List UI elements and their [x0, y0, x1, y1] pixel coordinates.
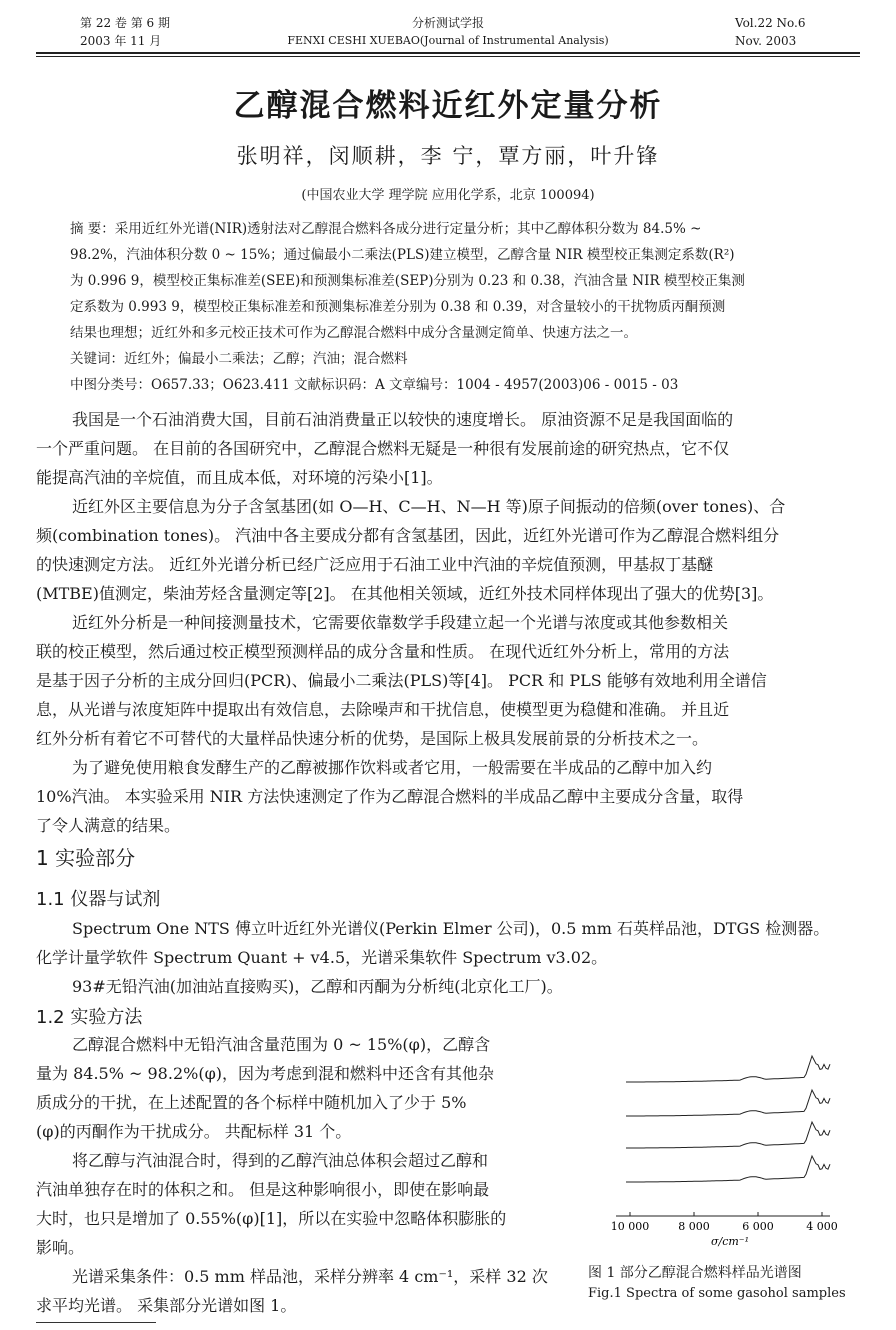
text-line: 红外分析有着它不可替代的大量样品快速分析的优势，是国际上极具发展前景的分析技术之一。 — [36, 729, 709, 748]
paper-authors: 张明祥，闵顺耕，李 宁，覃方丽，叶升锋 — [236, 144, 660, 168]
text-line: 一个严重问题。 在目前的各国研究中，乙醇混合燃料无疑是一种很有发展前途的研究热点，它不仅 — [36, 439, 730, 458]
figure-caption-en: Fig.1 Spectra of some gasohol samples — [588, 1286, 846, 1301]
text-line: 近红外分析是一种间接测量技术，它需要依靠数学手段建立起一个光谱与浓度或其他参数相关 — [72, 613, 729, 632]
x-axis-label: σ/cm⁻¹ — [710, 1235, 750, 1248]
text-line: 频(combination tones)。 汽油中各主要成分都有含氢基团，因此，近红外光谱可作为乙醇混合燃料组分 — [36, 526, 780, 545]
x-tick-label: 10 000 — [610, 1220, 650, 1233]
volume-issue-en: Vol.22 No.6 — [735, 16, 806, 30]
text-line: 化学计量学软件 Spectrum Quant + v4.5，光谱采集软件 Spectrum v3.02。 — [36, 948, 608, 967]
journal-volume-en — [735, 14, 806, 50]
spectrum-line — [626, 1090, 830, 1116]
spectra-figure — [590, 1050, 850, 1250]
keywords: 关键词：近红外；偏最小二乘法；乙醇；汽油；混合燃料 — [70, 351, 408, 367]
text-line: 近红外区主要信息为分子含氢基团(如 O—H、C—H、N—H 等)原子间振动的倍频(over tones)、合 — [72, 497, 786, 516]
abstract-line: 定系数为 0.993 9，模型校正集标准差和预测集标准差分别为 0.38 和 0.39，对含量较小的干扰物质丙酮预测 — [70, 299, 726, 315]
text-line: 影响。 — [36, 1238, 85, 1257]
journal-title-en: FENXI CESHI XUEBAO(Journal of Instrumental Analysis) — [287, 34, 609, 47]
issue-date-en: Nov. 2003 — [735, 34, 797, 48]
header-rule-thin — [36, 56, 860, 57]
subsection-heading: 1.1 仪器与试剂 — [36, 889, 161, 910]
journal-title-cn: 分析测试学报 — [411, 16, 484, 30]
instruments-text — [36, 914, 860, 1001]
text-line: 联的校正模型，然后通过校正模型预测样品的成分含量和性质。 在现代近红外分析上，常用的方法 — [36, 642, 730, 661]
abstract-line: 98.2%，汽油体积分数 0 ~ 15%；通过偏最小二乘法(PLS)建立模型，乙醇含量 NIR 模型校正集测定系数(R²) — [70, 247, 735, 263]
text-line: Spectrum One NTS 傅立叶近红外光谱仪(Perkin Elmer 公司)，0.5 mm 石英样品池，DTGS 检测器。 — [72, 919, 830, 938]
issue-date: 2003 年 11 月 — [80, 34, 162, 48]
text-line: (MTBE)值测定，柴油芳烃含量测定等[2]。 在其他相关领域，近红外技术同样体现出了强大的优势[3]。 — [36, 584, 774, 603]
abstract-line: 为 0.996 9，模型校正集标准差(SEE)和预测集标准差(SEP)分别为 0.23 和 0.38，汽油含量 NIR 模型校正集测 — [70, 273, 745, 289]
spectra-lines — [626, 1056, 830, 1182]
text-line: 了令人满意的结果。 — [36, 816, 181, 835]
text-line: 乙醇混合燃料中无铅汽油含量范围为 0 ~ 15%(φ)，乙醇含 — [72, 1035, 491, 1054]
header-rule — [36, 52, 860, 54]
volume-issue: 第 22 卷 第 6 期 — [80, 16, 170, 30]
text-line: 10%汽油。 本实验采用 NIR 方法快速测定了作为乙醇混合燃料的半成品乙醇中主要成分含量，取得 — [36, 787, 744, 806]
spectrum-line — [626, 1056, 830, 1082]
abstract-line: 摘 要：采用近红外光谱(NIR)透射法对乙醇混合燃料各成分进行定量分析；其中乙醇体积分数为 84.5% ~ — [70, 221, 702, 237]
footnote-rule — [36, 1322, 156, 1323]
text-line: 的快速测定方法。 近红外光谱分析已经广泛应用于石油工业中汽油的辛烷值预测，甲基叔丁基醚 — [36, 555, 714, 574]
method-text — [36, 1030, 566, 1320]
text-line: 将乙醇与汽油混合时，得到的乙醇汽油总体积会超过乙醇和 — [72, 1151, 489, 1170]
text-line: (φ)的丙酮作为干扰成分。 共配标样 31 个。 — [36, 1122, 352, 1141]
x-tick-label: 6 000 — [742, 1220, 774, 1233]
spectrum-line — [626, 1122, 830, 1148]
x-tick-label: 4 000 — [806, 1220, 838, 1233]
figure-caption-cn: 图 1 部分乙醇混合燃料样品光谱图 — [588, 1265, 802, 1281]
text-line: 汽油单独存在时的体积之和。 但是这种影响很小，即使在影响最 — [36, 1180, 490, 1199]
text-line: 93#无铅汽油(加油站直接购买)，乙醇和丙酮为分析纯(北京化工厂)。 — [72, 977, 563, 996]
text-line: 能提高汽油的辛烷值，而且成本低，对环境的污染小[1]。 — [36, 468, 443, 487]
abstract-line: 结果也理想；近红外和多元校正技术可作为乙醇混合燃料中成分含量测定简单、快速方法之一。 — [70, 325, 637, 341]
text-line: 息，从光谱与浓度矩阵中提取出有效信息，去除噪声和干扰信息，使模型更为稳健和准确。 并且近 — [36, 700, 730, 719]
subsection-heading: 1.2 实验方法 — [36, 1007, 143, 1028]
classification-info: 中图分类号：O657.33；O623.411 文献标识码：A 文章编号：1004 - 4957(2003)06 - 0015 - 03 — [70, 377, 679, 393]
text-line: 为了避免使用粮食发酵生产的乙醇被挪作饮料或者它用，一般需要在半成品的乙醇中加入约 — [72, 758, 713, 777]
text-line: 质成分的干扰，在上述配置的各个标样中随机加入了少于 5% — [36, 1093, 467, 1112]
text-line: 是基于因子分析的主成分回归(PCR)、偏最小二乘法(PLS)等[4]。 PCR 和 PLS 能够有效地利用全谱信 — [36, 671, 767, 690]
x-axis-ticks — [611, 1212, 838, 1233]
text-line: 大时，也只是增加了 0.55%(φ)[1]，所以在实验中忽略体积膨胀的 — [36, 1209, 507, 1228]
text-line: 求平均光谱。 采集部分光谱如图 1。 — [36, 1296, 297, 1315]
x-tick-label: 8 000 — [678, 1220, 710, 1233]
author-affiliation: (中国农业大学 理学院 应用化学系，北京 100094) — [301, 188, 595, 203]
paper-title: 乙醇混合燃料近红外定量分析 — [233, 88, 663, 124]
abstract — [70, 216, 830, 346]
text-line: 量为 84.5% ~ 98.2%(φ)，因为考虑到混和燃料中还含有其他杂 — [36, 1064, 495, 1083]
text-line: 光谱采集条件：0.5 mm 样品池，采样分辨率 4 cm⁻¹，采样 32 次 — [72, 1267, 548, 1286]
section-heading: 1 实验部分 — [36, 846, 136, 870]
text-line: 我国是一个石油消费大国，目前石油消费量正以较快的速度增长。 原油资源不足是我国面临的 — [72, 410, 734, 429]
introduction — [36, 405, 860, 840]
spectrum-line — [626, 1156, 830, 1182]
